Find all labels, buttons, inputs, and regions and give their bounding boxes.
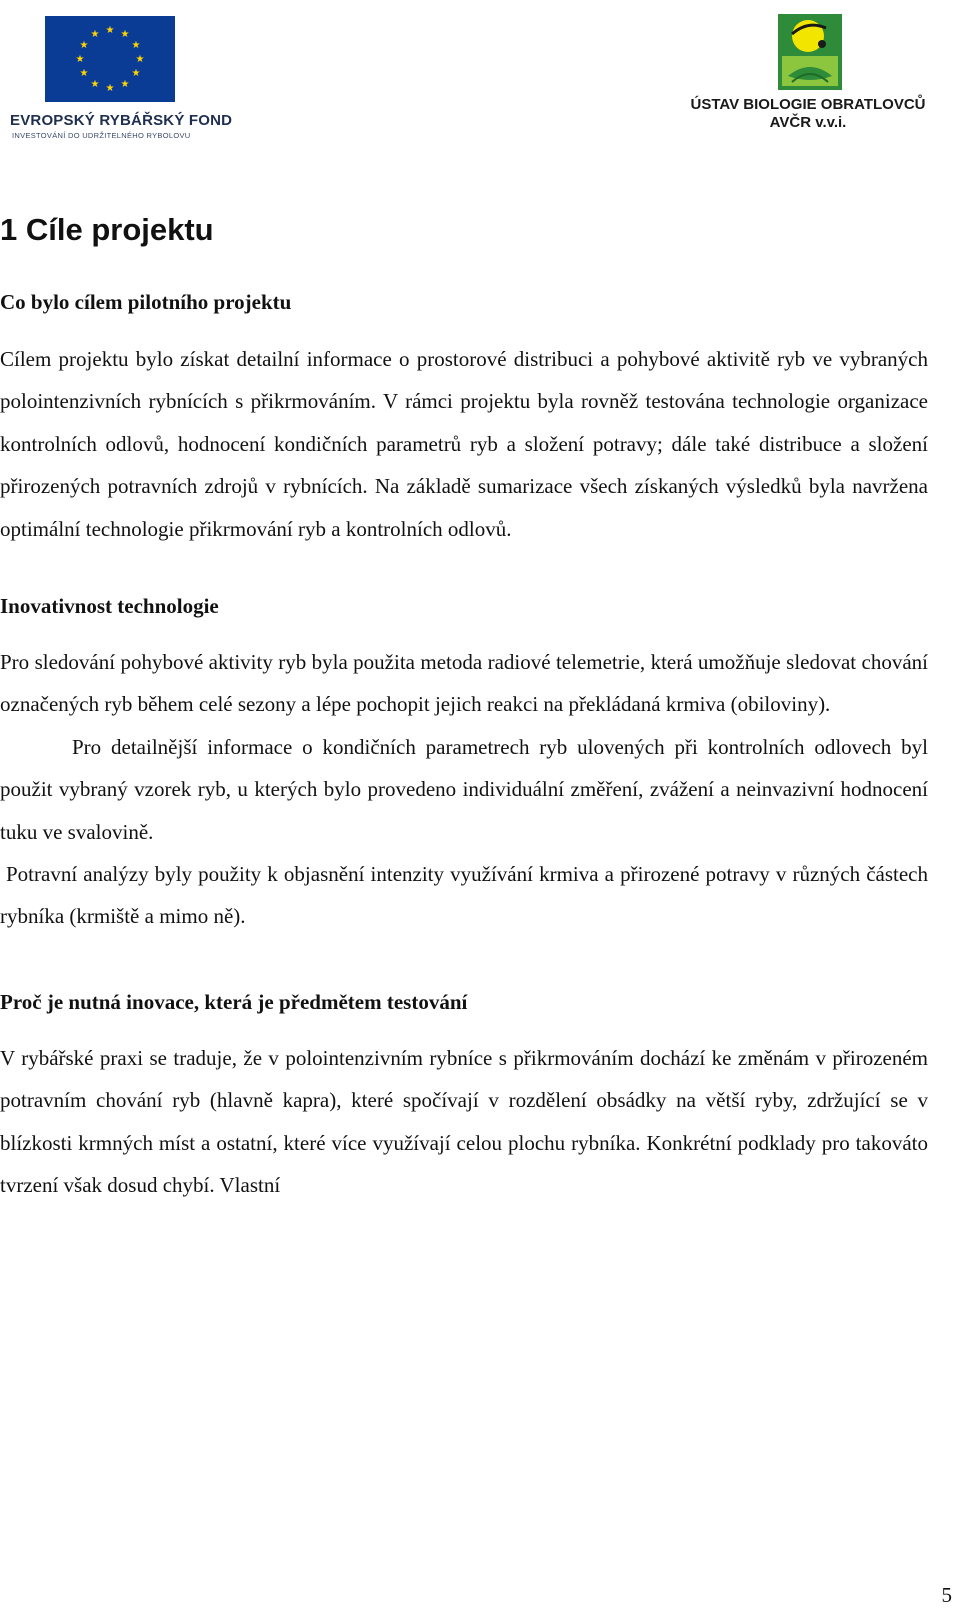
svg-text:★: ★	[135, 54, 145, 65]
section-heading-goals: Co bylo cílem pilotního projektu	[0, 290, 292, 314]
institute-name-line2: AVČR v.v.i.	[769, 114, 847, 131]
svg-text:★: ★	[120, 79, 130, 90]
paragraph-goals: Cílem projektu bylo získat detailní informace o prostorové distribuci a pohybové aktivitě ryb ve vybraných polointenzivních rybnících s přikrmováním. V rámci projektu byla rovněž testována technologie organizace kontrolních odlovů, hodnocení kondičních parametrů ryb a složení potravy; dále také distribuce a složení přirozených potravních zdrojů v rybnících. Na základě sumarizace všech získaných výsledků byla navržena optimální technologie přikrmování ryb a kontrolních odlovů.	[0, 347, 928, 541]
svg-text:★: ★	[131, 68, 141, 79]
document-body	[0, 210, 928, 1207]
institute-name-line1: ÚSTAV BIOLOGIE OBRATLOVCŮ	[690, 96, 926, 113]
paragraph-necessity: V rybářské praxi se traduje, že v polointenzivním rybníce s přikrmováním dochází ke změnám v přirozeném potravním chování ryb (hlavně kapra), které spočívají v rozdělení obsádky na větší ryby, zdržující se v blízkosti krmných míst a ostatní, které více využívají celou plochu rybníka. Konkrétní podklady pro takováto tvrzení však dosud chybí. Vlastní	[0, 1045, 928, 1198]
page-number: 5	[941, 1583, 952, 1607]
svg-text:★: ★	[75, 54, 85, 65]
page-header	[0, 0, 960, 140]
eu-fund-tagline: INVESTOVÁNÍ DO UDRŽITELNÉHO RYBOLOVU	[12, 131, 191, 140]
paragraph-innovation-1: Pro sledování pohybové aktivity ryb byla použita metoda radiové telemetrie, která umožňuje sledovat chování označených ryb během celé sezony a lépe pochopit jejich reakci na překládaná krmiva (obiloviny).	[0, 650, 928, 717]
paragraph-innovation-3: Potravní analýzy byly použity k objasnění intenzity využívání krmiva a přirozené potravy v různých částech rybníka (krmiště a mimo ně).	[0, 862, 928, 929]
svg-text:★: ★	[105, 83, 115, 94]
svg-text:★: ★	[120, 29, 130, 40]
chapter-title: 1 Cíle projektu	[0, 212, 214, 247]
institute-name	[690, 96, 926, 132]
svg-text:★: ★	[90, 29, 100, 40]
section-heading-innovation: Inovativnost technologie	[0, 594, 219, 619]
institute-emblem-icon	[778, 14, 842, 90]
svg-text:★: ★	[90, 79, 100, 90]
svg-text:★: ★	[131, 40, 141, 51]
eu-flag-icon	[45, 16, 175, 102]
institute-logo	[690, 14, 940, 134]
svg-text:★: ★	[105, 25, 115, 36]
svg-text:★: ★	[79, 68, 89, 79]
section-heading-necessity: Proč je nutná inovace, která je předmětem testování	[0, 989, 468, 1014]
eu-fund-name: EVROPSKÝ RYBÁŘSKÝ FOND	[10, 112, 233, 129]
eu-fund-logo	[10, 14, 233, 140]
paragraph-innovation-2: Pro detailnější informace o kondičních parametrech ryb ulovených při kontrolních odlovech byl použit vybraný vzorek ryb, u kterých bylo provedeno individuální změření, zvážení a neinvazivní hodnocení tuku ve svalovině.	[0, 734, 928, 844]
svg-text:★: ★	[79, 40, 89, 51]
